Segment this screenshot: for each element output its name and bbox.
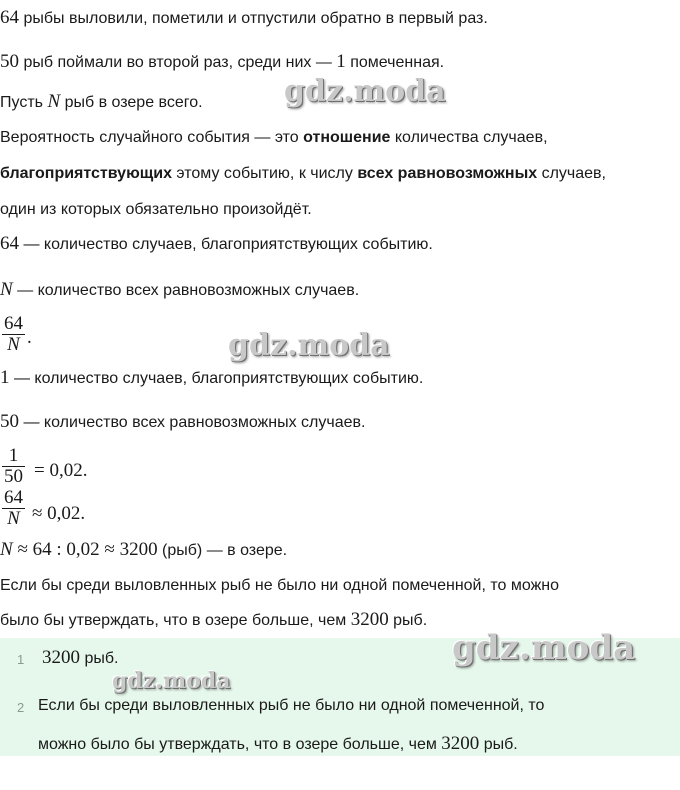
watermark: gdz.moda: [112, 668, 231, 694]
variable: N: [0, 279, 13, 300]
text: рыб в озере всего.: [60, 94, 203, 111]
fraction-64-over-n: [2, 314, 25, 355]
line-favorable-64: [0, 232, 433, 257]
text: можно было бы утверждать, что в озере больше, чем: [38, 736, 442, 753]
text: рыбы выловили, пометили и отпустили обратно в первый раз.: [19, 10, 488, 27]
line-let-n: [0, 90, 203, 115]
answer-index: 2: [17, 700, 25, 715]
fraction-64-over-n-approx: [2, 488, 25, 529]
text: (рыб) — в озере.: [157, 542, 288, 559]
text: — количество всех равновозможных случаев.: [19, 414, 366, 431]
formula: ≈ 64 : 0,02 ≈ 3200: [12, 539, 158, 560]
text: Если бы среди выловленных рыб не было ни одной помеченной, то можно: [0, 577, 560, 594]
numerator: 1: [8, 445, 19, 466]
text: случаев,: [537, 165, 606, 182]
bold-term: отношение: [303, 129, 391, 146]
line-total-n: [0, 278, 359, 303]
answer-index: 1: [17, 652, 25, 667]
text: — количество случаев, благоприятствующих событию.: [9, 370, 424, 387]
text: рыб.: [388, 612, 428, 629]
answer-1: [42, 646, 118, 671]
numerator: 64: [4, 487, 23, 508]
variable: N: [47, 91, 61, 112]
text: Пусть: [0, 94, 48, 111]
numerator: 64: [4, 313, 23, 334]
line-caught-second: [0, 50, 444, 75]
text: было бы утверждать, что в озере больше, чем: [0, 612, 351, 629]
number: 1: [336, 51, 346, 72]
fraction-suffix: .: [27, 327, 32, 348]
line-conclusion-2: [0, 608, 427, 633]
watermark: gdz.moda: [228, 328, 390, 363]
number: 50: [0, 411, 19, 432]
number: 64: [0, 7, 19, 28]
line-probability-definition-2: [0, 162, 606, 186]
line-favorable-1: [0, 366, 423, 391]
text: Вероятность случайного события — это: [0, 129, 304, 146]
text: один из которых обязательно произойдёт.: [0, 201, 312, 218]
equation-result: ≈ 0,02.: [32, 503, 86, 524]
answer-2-line-2: [38, 732, 518, 757]
text: — количество всех равновозможных случаев.: [12, 282, 360, 299]
line-probability-definition: [0, 126, 548, 150]
text: рыб.: [80, 650, 119, 667]
text: рыб.: [479, 736, 518, 753]
line-conclusion-1: [0, 574, 559, 598]
line-caught-first: [0, 6, 488, 31]
number: 50: [0, 51, 19, 72]
line-total-50: [0, 410, 365, 435]
denominator: N: [7, 334, 20, 355]
number: 3200: [42, 647, 80, 668]
fraction-1-over-50: [2, 446, 25, 487]
answer-2-line-1: [38, 694, 544, 718]
watermark: gdz.moda: [284, 74, 446, 109]
number: 3200: [350, 609, 389, 630]
denominator: 50: [4, 466, 23, 487]
bold-term: всех равновозможных: [357, 165, 538, 182]
text: помеченная.: [345, 54, 445, 71]
bold-term: благоприятствующих: [0, 165, 172, 182]
text: Если бы среди выловленных рыб не было ни одной помеченной, то: [38, 697, 545, 714]
equation-result: = 0,02.: [34, 460, 88, 481]
line-n-computation: [0, 538, 287, 563]
variable: N: [0, 539, 13, 560]
text: — количество случаев, благоприятствующих событию.: [19, 236, 433, 253]
text: количества случаев,: [390, 129, 548, 146]
line-probability-definition-3: [0, 198, 312, 222]
denominator: N: [7, 508, 20, 529]
text: рыб поймали во второй раз, среди них —: [19, 54, 337, 71]
number: 1: [0, 367, 10, 388]
number: 3200: [441, 733, 480, 754]
text: этому событию, к числу: [171, 165, 358, 182]
watermark: gdz.moda: [452, 628, 636, 668]
number: 64: [0, 233, 19, 254]
